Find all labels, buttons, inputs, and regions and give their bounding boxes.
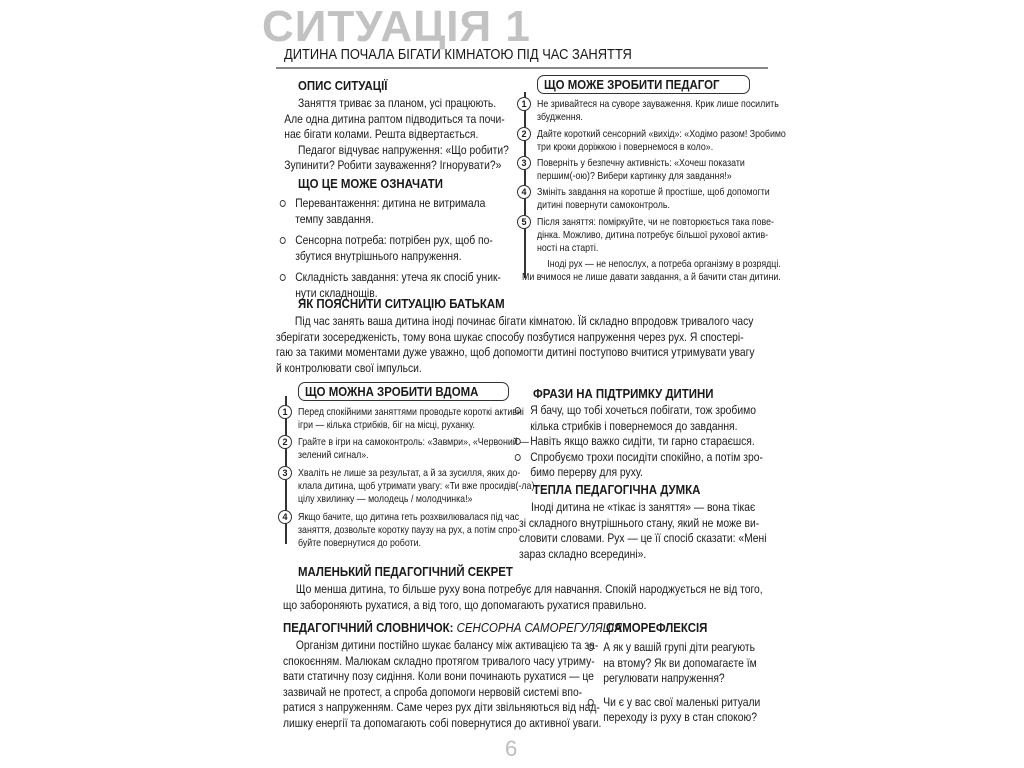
glossary-text: Організм дитини постійно шукає балансу між активацією та за- спокоєнням. Малюкам складно протягом тривалого часу утриму- вати статичну позу сидіння. Коли вони починають рухатися — це зазвичай не протест, а спроба допомоги нервовій системі впо- ратися з напруженням. Саме через рух діти звільняються від над- лишку енергії та допомагають собі повернутися до активної уваги.	[283, 638, 602, 730]
glossary-term: СЕНСОРНА САМОРЕГУЛЯЦІЯ	[456, 620, 622, 635]
phrases-heading: ФРАЗИ НА ПІДТРИМКУ ДИТИНИ	[533, 386, 714, 401]
phrases-list	[513, 403, 763, 481]
number-badge: 3	[517, 156, 531, 170]
meaning-heading: ЩО ЦЕ МОЖЕ ОЗНАЧАТИ	[298, 176, 443, 191]
list-item: Поверніть у безпечну активність: «Хочеш показати першим(-ою)? Вибери картинку для завдання!»	[537, 157, 745, 182]
list-item: Після заняття: поміркуйте, чи не повторюється така пове- дінка. Можливо, дитина потребує більшої рухової актив- ності на старті.	[537, 216, 774, 254]
number-badge: 3	[278, 466, 292, 480]
number-badge: 1	[278, 405, 292, 419]
list-item: Хваліть не лише за результат, а й за зусилля, яких до- клала дитина, щоб утримати увагу: «Ти вже просидів(-ла) цілу хвилинку — молодець / молодчинка!»	[298, 467, 535, 505]
bullet-icon	[588, 699, 594, 706]
meaning-list	[278, 196, 501, 307]
situation-line: Зупинити? Робити зауваження? Ігнорувати?»	[284, 158, 502, 172]
parents-text: Під час занять ваша дитина іноді починає бігати кімнатою. Їй складно впродовж тривалого часу зберігати зосередженість, тому вона шукає способу позбутися напруження через рух. Я спостері- гаю за такими моментами дуже уважно, щоб допомогти дитині поступово вчитися утримувати увагу й контролювати свої імпульси.	[276, 314, 755, 375]
bullet-icon	[588, 644, 594, 651]
bullet-icon	[515, 438, 521, 445]
secret-heading: МАЛЕНЬКИЙ ПЕДАГОГІЧНИЙ СЕКРЕТ	[298, 564, 513, 579]
bullet-icon	[280, 274, 286, 281]
list-item: Складність завдання: утеча як спосіб уник- нути складнощів.	[278, 270, 501, 301]
bullet-icon	[515, 407, 521, 414]
number-badge: 4	[517, 185, 531, 199]
reflection-heading: САМОРЕФЛЕКСІЯ	[606, 620, 708, 635]
list-item: Змініть завдання на коротше й простіше, щоб допомогти дитині повернути самоконтроль.	[537, 186, 770, 211]
warm-heading: ТЕПЛА ПЕДАГОГІЧНА ДУМКА	[533, 482, 701, 497]
page-title: СИТУАЦІЯ 1	[262, 2, 531, 51]
header-divider	[276, 67, 768, 69]
situation-text	[284, 96, 509, 174]
list-item: Навіть якщо важко сидіти, ти гарно стараєшся.	[513, 434, 763, 450]
list-item: Перед спокійними заняттями проводьте короткі активні ігри — кілька стрибків, біг на місці, руханку.	[298, 406, 524, 431]
list-item: Сенсорна потреба: потрібен рух, щоб по- збутися внутрішнього напруження.	[278, 233, 501, 264]
glossary-heading: ПЕДАГОГІЧНИЙ СЛОВНИЧОК: СЕНСОРНА САМОРЕГУЛЯЦІЯ	[283, 620, 622, 635]
parents-heading: ЯК ПОЯСНИТИ СИТУАЦІЮ БАТЬКАМ	[298, 296, 505, 311]
situation-line: нає бігати колами. Решта відвертається.	[284, 127, 479, 141]
list-item: Грайте в ігри на самоконтроль: «Завмри», «Червоний — зелений сигнал».	[298, 436, 529, 461]
number-badge: 2	[517, 127, 531, 141]
situation-heading: ОПИС СИТУАЦІЇ	[298, 78, 388, 93]
situation-line: Але одна дитина раптом підводиться та почи-	[284, 111, 505, 126]
bullet-icon	[515, 454, 521, 461]
number-badge: 1	[517, 97, 531, 111]
reflection-list	[586, 640, 760, 732]
number-badge: 2	[278, 435, 292, 449]
page-number: 6	[505, 736, 518, 761]
list-item: Чи є у вас свої маленькі ритуали переходу із руху в стан спокою?	[586, 695, 760, 726]
secret-text: Що менша дитина, то більше руху вона потребує для навчання. Спокій народжується не від того, що забороняють рухатися, а від того, що допомагають рухатися правильно.	[283, 582, 763, 612]
teacher-heading: ЩО МОЖЕ ЗРОБИТИ ПЕДАГОГ	[537, 75, 750, 94]
page-subtitle: ДИТИНА ПОЧАЛА БІГАТИ КІМНАТОЮ ПІД ЧАС ЗАНЯТТЯ	[284, 46, 632, 63]
teacher-note: Іноді рух — не непослух, а потреба організму в розрядці. Ми вчимося не лише давати завдання, а й бачити стан дитини.	[522, 258, 781, 283]
situation-line: Педагог відчуває напруження: «Що робити?	[298, 142, 509, 157]
list-item: Не зривайтеся на суворе зауваження. Крик лише посилить збудження.	[537, 98, 779, 123]
list-item: Спробуємо трохи посидіти спокійно, а потім зро- бимо перерву для руху.	[513, 450, 763, 481]
list-item: Якщо бачите, що дитина геть розхвилювалася під час заняття, дозвольте коротку паузу на рух, а потім спро- буйте повернутися до роботи.	[298, 511, 521, 549]
bullet-icon	[280, 237, 286, 244]
list-item: А як у вашій групі діти реагують на втому? Як ви допомагаєте їм регулювати напруження?	[586, 640, 760, 687]
number-badge: 5	[517, 215, 531, 229]
list-item: Дайте короткий сенсорний «вихід»: «Ходімо разом! Зробимо три кроки доріжкою і повернемося в коло».	[537, 128, 786, 153]
warm-text: Іноді дитина не «тікає із заняття» — вона тікає зі складного внутрішнього стану, який не може ви- словити словами. Рух — це її спосіб сказати: «Мені зараз складно всередині».	[519, 500, 767, 561]
bullet-icon	[280, 200, 286, 207]
home-heading: ЩО МОЖНА ЗРОБИТИ ВДОМА	[298, 382, 509, 401]
situation-line: Заняття триває за планом, усі працюють.	[298, 96, 497, 110]
list-item: Перевантаження: дитина не витримала темпу завдання.	[278, 196, 501, 227]
number-badge: 4	[278, 510, 292, 524]
list-item: Я бачу, що тобі хочеться побігати, тож зробимо кілька стрибків і повернемося до завдання.	[513, 403, 763, 434]
